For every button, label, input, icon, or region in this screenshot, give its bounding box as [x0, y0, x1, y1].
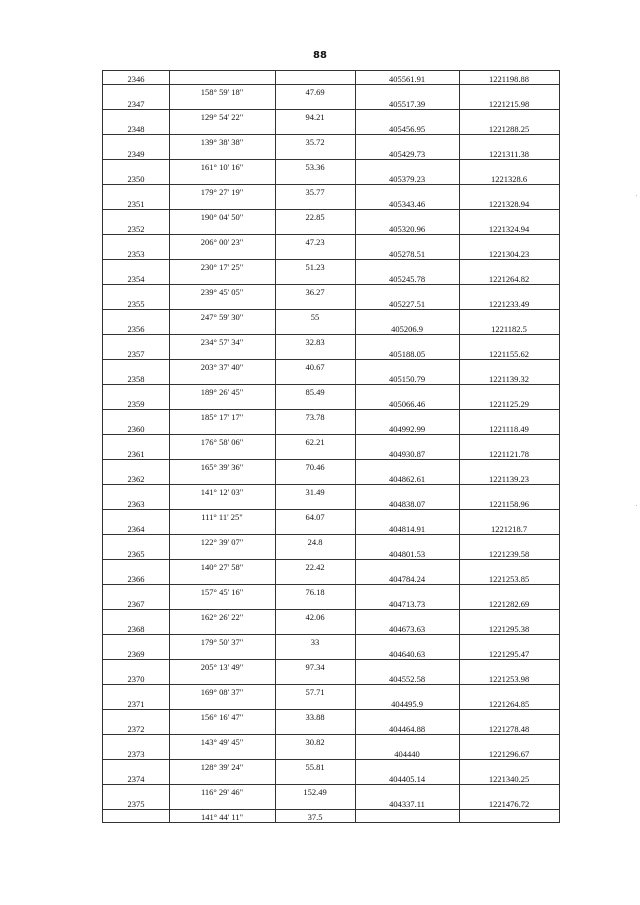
- y-coordinate-cell: 1221155.62: [488, 349, 530, 359]
- y-coordinate-cell: 1221253.98: [488, 674, 530, 684]
- table-row: [103, 621, 559, 647]
- angle-cell: 129° 54' 22": [200, 112, 244, 122]
- length-cell: 22.85: [305, 212, 325, 222]
- table-row: [103, 271, 559, 297]
- length-cell: 94.21: [305, 112, 325, 122]
- table-row: [103, 446, 559, 472]
- angle-cell: 247° 59' 30": [200, 312, 244, 322]
- angle-cell: 239° 45' 05": [200, 287, 244, 297]
- angle-cell: 143° 49' 45": [200, 737, 244, 747]
- x-coordinate-cell: 405456.95: [388, 124, 426, 134]
- table-row: [103, 396, 559, 422]
- angle-cell: 203° 37' 40": [200, 362, 244, 372]
- x-coordinate-cell: 405320.96: [388, 224, 426, 234]
- y-coordinate-cell: 1221264.85: [488, 699, 530, 709]
- x-coordinate-cell: 405343.46: [388, 199, 426, 209]
- point-cell: 2360: [127, 424, 145, 434]
- table-row: [103, 246, 559, 272]
- angle-cell: 165° 39' 36": [200, 462, 244, 472]
- x-coordinate-cell: 404862.61: [388, 474, 426, 484]
- x-coordinate-cell: 404673.63: [388, 624, 426, 634]
- x-coordinate-cell: 404337.11: [389, 799, 425, 809]
- table-row: [103, 596, 559, 622]
- length-cell: 55: [310, 312, 320, 322]
- point-cell: 2356: [127, 324, 145, 334]
- length-cell: 55.81: [305, 762, 325, 772]
- table-row: [103, 321, 559, 347]
- x-coordinate-cell: 405379.23: [388, 174, 426, 184]
- angle-cell: 169° 08' 37": [200, 687, 244, 697]
- y-coordinate-cell: 1221324.94: [488, 224, 530, 234]
- angle-cell: 185° 17' 17": [200, 412, 244, 422]
- x-coordinate-cell: 405188.05: [388, 349, 426, 359]
- x-coordinate-cell: 405517.39: [388, 99, 426, 109]
- table-row: [103, 671, 559, 697]
- x-coordinate-cell: 404405.14: [388, 774, 426, 784]
- point-cell: 2362: [127, 474, 145, 484]
- point-cell: 2371: [127, 699, 145, 709]
- point-cell: 2367: [127, 599, 145, 609]
- y-coordinate-cell: 1221328.94: [488, 199, 530, 209]
- point-cell: 2359: [127, 399, 145, 409]
- y-coordinate-cell: 1221218.7: [490, 524, 528, 534]
- length-cell: 70.46: [305, 462, 325, 472]
- point-cell: 2363: [127, 499, 145, 509]
- length-cell: 33.88: [305, 712, 325, 722]
- y-coordinate-cell: 1221139.23: [488, 474, 530, 484]
- point-cell: 2357: [127, 349, 145, 359]
- x-coordinate-cell: 404495.9: [391, 699, 423, 709]
- angle-cell: 139° 38' 38": [200, 137, 244, 147]
- angle-cell: 230° 17' 25": [200, 262, 244, 272]
- table-row: [103, 421, 559, 447]
- length-cell: 35.77: [305, 187, 325, 197]
- y-coordinate-cell: 1221296.67: [488, 749, 530, 759]
- table-row: [103, 296, 559, 322]
- y-coordinate-cell: 1221233.49: [488, 299, 530, 309]
- angle-cell: 179° 50' 37": [200, 637, 244, 647]
- table-row: [103, 71, 559, 97]
- point-cell: 2366: [127, 574, 145, 584]
- point-cell: 2358: [127, 374, 145, 384]
- y-coordinate-cell: 1221215.98: [488, 99, 530, 109]
- x-coordinate-cell: 405227.51: [388, 299, 426, 309]
- point-cell: 2355: [127, 299, 145, 309]
- table-row: [103, 196, 559, 222]
- point-cell: 2373: [127, 749, 145, 759]
- x-coordinate-cell: 404992.99: [388, 424, 426, 434]
- x-coordinate-cell: 404930.87: [388, 449, 426, 459]
- x-coordinate-cell: 404552.58: [388, 674, 426, 684]
- table-row: [103, 546, 559, 572]
- length-cell: 37.5: [307, 812, 323, 822]
- table-row: [103, 121, 559, 147]
- x-coordinate-cell: 405561.91: [388, 74, 426, 84]
- length-cell: 22.42: [305, 562, 325, 572]
- table-row: [103, 696, 559, 722]
- y-coordinate-cell: 1221158.96: [488, 499, 530, 509]
- table-row: [103, 771, 559, 797]
- coordinate-table: [102, 70, 560, 823]
- y-coordinate-cell: 1221288.25: [488, 124, 530, 134]
- point-cell: 2350: [127, 174, 145, 184]
- point-cell: 2353: [127, 249, 145, 259]
- length-cell: 40.67: [305, 362, 325, 372]
- length-cell: 85.49: [305, 387, 325, 397]
- length-cell: 73.78: [305, 412, 325, 422]
- angle-cell: 156° 16' 47": [200, 712, 244, 722]
- angle-cell: 141° 12' 03": [200, 487, 244, 497]
- length-cell: 152.49: [303, 787, 327, 797]
- x-coordinate-cell: 404640.63: [388, 649, 426, 659]
- x-coordinate-cell: 405245.78: [388, 274, 426, 284]
- length-cell: 76.18: [305, 587, 325, 597]
- angle-cell: 179° 27' 19": [200, 187, 244, 197]
- table-row: [103, 221, 559, 247]
- y-coordinate-cell: 1221304.23: [488, 249, 530, 259]
- x-coordinate-cell: 404440: [394, 749, 420, 759]
- y-coordinate-cell: 1221282.69: [488, 599, 530, 609]
- table-row: [103, 746, 559, 772]
- y-coordinate-cell: 1221182.5: [491, 324, 527, 334]
- table-row: [103, 721, 559, 747]
- table-row: [103, 521, 559, 547]
- angle-cell: 111° 11' 25": [201, 512, 243, 522]
- point-cell: 2347: [127, 99, 145, 109]
- point-cell: 2364: [127, 524, 145, 534]
- x-coordinate-cell: 404464.88: [388, 724, 426, 734]
- x-coordinate-cell: 405278.51: [388, 249, 426, 259]
- length-cell: 36.27: [305, 287, 325, 297]
- table-row: [103, 146, 559, 172]
- table-row: [103, 571, 559, 597]
- length-cell: 62.21: [305, 437, 325, 447]
- x-coordinate-cell: 404713.73: [388, 599, 426, 609]
- angle-cell: 176° 58' 06": [200, 437, 244, 447]
- table-row: [103, 471, 559, 497]
- length-cell: 35.72: [305, 137, 325, 147]
- angle-cell: 190° 04' 50": [200, 212, 244, 222]
- length-cell: 57.71: [305, 687, 325, 697]
- y-coordinate-cell: 1221311.38: [488, 149, 530, 159]
- point-cell: 2365: [127, 549, 145, 559]
- angle-cell: 116° 29' 46": [200, 787, 244, 797]
- x-coordinate-cell: 404784.24: [388, 574, 426, 584]
- angle-cell: 157° 45' 16": [200, 587, 244, 597]
- length-cell: 97.34: [305, 662, 325, 672]
- x-coordinate-cell: 405206.9: [391, 324, 423, 334]
- table-row: [103, 371, 559, 397]
- x-coordinate-cell: 405066.46: [388, 399, 426, 409]
- x-coordinate-cell: 405150.79: [388, 374, 426, 384]
- table-row: [103, 646, 559, 672]
- length-cell: 31.49: [305, 487, 325, 497]
- point-cell: 2348: [127, 124, 145, 134]
- point-cell: 2368: [127, 624, 145, 634]
- length-cell: 30.82: [305, 737, 325, 747]
- y-coordinate-cell: 1221239.58: [488, 549, 530, 559]
- y-coordinate-cell: 1221476.72: [488, 799, 530, 809]
- y-coordinate-cell: 1221340.25: [488, 774, 530, 784]
- point-cell: 2351: [127, 199, 145, 209]
- length-cell: 32.83: [305, 337, 325, 347]
- angle-cell: 140° 27' 58": [200, 562, 244, 572]
- table-row: [103, 96, 559, 122]
- length-cell: 53.36: [305, 162, 325, 172]
- point-cell: 2354: [127, 274, 145, 284]
- length-cell: 47.69: [305, 87, 325, 97]
- x-coordinate-cell: 404814.91: [388, 524, 426, 534]
- scan-speck: [636, 505, 637, 506]
- table-row: [103, 171, 559, 197]
- length-cell: 47.23: [305, 237, 325, 247]
- y-coordinate-cell: 1221121.78: [488, 449, 530, 459]
- angle-cell: 234° 57' 34": [200, 337, 244, 347]
- angle-cell: 189° 26' 45": [200, 387, 244, 397]
- angle-cell: 206° 00' 23": [200, 237, 244, 247]
- length-cell: 33: [310, 637, 320, 647]
- page-number: 88: [313, 50, 327, 61]
- x-coordinate-cell: 404838.07: [388, 499, 426, 509]
- length-cell: 42.06: [305, 612, 325, 622]
- y-coordinate-cell: 1221295.47: [488, 649, 530, 659]
- y-coordinate-cell: 1221198.88: [488, 74, 530, 84]
- angle-cell: 205° 13' 49": [200, 662, 244, 672]
- y-coordinate-cell: 1221125.29: [488, 399, 530, 409]
- y-coordinate-cell: 1221278.48: [488, 724, 530, 734]
- angle-cell: 161° 10' 16": [200, 162, 244, 172]
- point-cell: 2346: [127, 74, 145, 84]
- point-cell: 2372: [127, 724, 145, 734]
- angle-cell: 158° 59' 18": [200, 87, 244, 97]
- scan-speck: [636, 195, 637, 196]
- length-cell: 64.07: [305, 512, 325, 522]
- point-cell: 2352: [127, 224, 145, 234]
- y-coordinate-cell: 1221295.38: [488, 624, 530, 634]
- point-cell: 2361: [127, 449, 145, 459]
- length-cell: 24.8: [307, 537, 323, 547]
- table-row: [103, 796, 559, 822]
- y-coordinate-cell: 1221139.32: [488, 374, 530, 384]
- y-coordinate-cell: 1221118.49: [489, 424, 529, 434]
- angle-cell: 122° 39' 07": [200, 537, 244, 547]
- table-row: [103, 346, 559, 372]
- point-cell: 2374: [127, 774, 145, 784]
- angle-cell: 141° 44' 11": [200, 812, 244, 822]
- length-cell: 51.23: [305, 262, 325, 272]
- y-coordinate-cell: 1221328.6: [490, 174, 528, 184]
- point-cell: 2369: [127, 649, 145, 659]
- x-coordinate-cell: 404801.53: [388, 549, 426, 559]
- x-coordinate-cell: 405429.73: [388, 149, 426, 159]
- table-row: [103, 496, 559, 522]
- y-coordinate-cell: 1221253.85: [488, 574, 530, 584]
- point-cell: 2349: [127, 149, 145, 159]
- y-coordinate-cell: 1221264.82: [488, 274, 530, 284]
- angle-cell: 128° 39' 24": [200, 762, 244, 772]
- point-cell: 2375: [127, 799, 145, 809]
- point-cell: 2370: [127, 674, 145, 684]
- angle-cell: 162° 26' 22": [200, 612, 244, 622]
